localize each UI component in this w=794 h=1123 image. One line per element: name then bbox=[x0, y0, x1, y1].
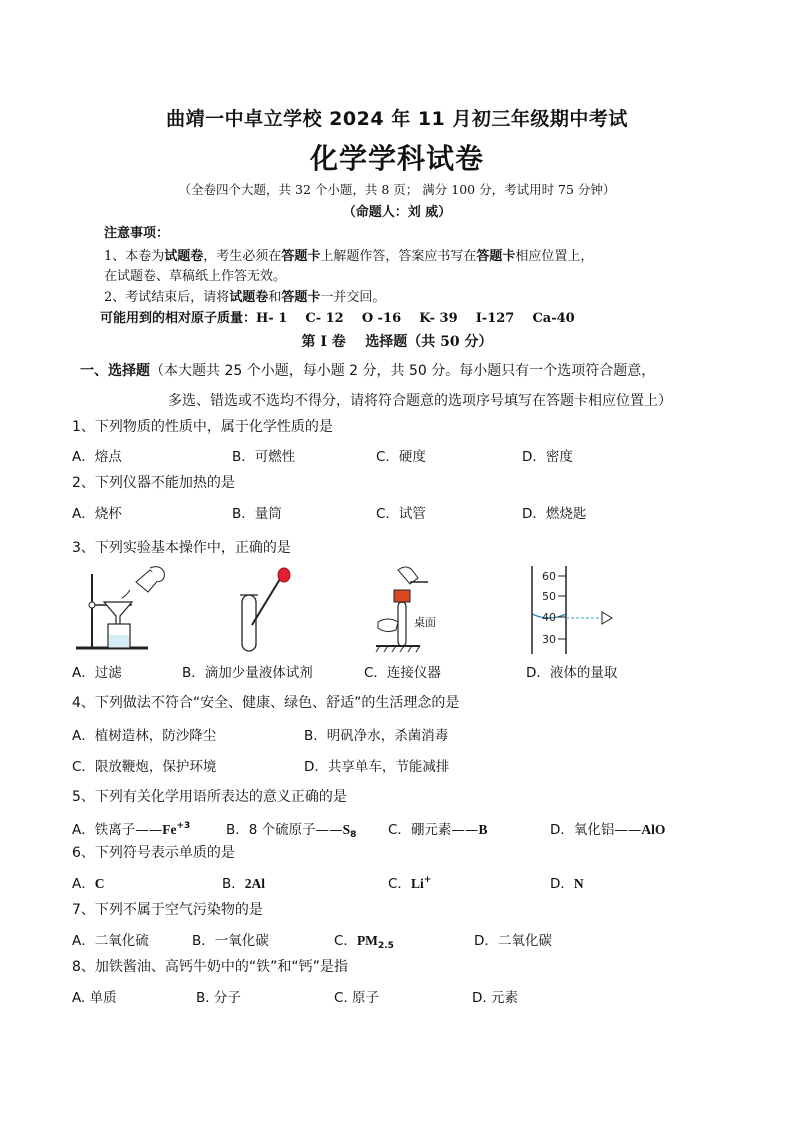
formula-superscript: +3 bbox=[176, 821, 191, 831]
q2-stem: 2、下列仪器不能加热的是 bbox=[72, 475, 235, 491]
note-emphasis: 试题卷 bbox=[229, 290, 269, 305]
note-item-1 bbox=[104, 245, 593, 264]
option-text: D． bbox=[550, 876, 574, 892]
cylinder-tick: 60 bbox=[542, 570, 556, 583]
atomic-masses: 可能用到的相对原子质量：H- 1 C- 12 O -16 K- 39 I-127 Ca-40 bbox=[100, 311, 575, 326]
q4-option-d[interactable]: D．共享单车，节能减排 bbox=[304, 759, 450, 775]
q3-option-a[interactable]: A．过滤 bbox=[72, 665, 122, 681]
q2-option-c[interactable]: C．试管 bbox=[376, 506, 426, 522]
q7-option-c[interactable] bbox=[334, 929, 394, 951]
option-text: B．8 个硫原子—— bbox=[226, 822, 343, 838]
subject-title: 化学学科试卷 bbox=[309, 142, 484, 175]
note-emphasis: 试题卷 bbox=[164, 249, 204, 264]
table-label: 桌面 bbox=[414, 616, 436, 629]
q8-option-d[interactable]: D. 元素 bbox=[472, 990, 518, 1006]
section-intro-text: （本大题共 25 个小题，每小题 2 分，共 50 分。每小题只有一个选项符合题意， bbox=[150, 363, 656, 379]
q7-option-b[interactable]: B．一氧化碳 bbox=[192, 933, 269, 949]
note-emphasis: 答题卡 bbox=[476, 249, 516, 264]
section-label: 一、选择题 bbox=[80, 363, 150, 379]
note-text: 相应位置上， bbox=[515, 249, 594, 264]
note-text: 1、本卷为 bbox=[104, 249, 165, 264]
note-text: ，考生必须在 bbox=[203, 249, 282, 264]
dropper-figure bbox=[232, 565, 302, 655]
note-text: 2、考试结束后，请将 bbox=[104, 290, 230, 305]
connect-figure bbox=[372, 562, 452, 657]
note-emphasis: 答题卡 bbox=[281, 290, 321, 305]
q3-option-d[interactable]: D．液体的量取 bbox=[526, 665, 618, 681]
formula-subscript: 8 bbox=[350, 830, 357, 840]
q6-option-c[interactable] bbox=[388, 872, 431, 892]
q3-stem: 3、下列实验基本操作中，正确的是 bbox=[72, 540, 291, 556]
q4-stem: 4、下列做法不符合“安全、健康、绿色、舒适”的生活理念的是 bbox=[72, 695, 460, 711]
q6-option-a[interactable] bbox=[72, 872, 105, 892]
q1-option-a[interactable]: A．熔点 bbox=[72, 449, 122, 465]
notes-title: 注意事项： bbox=[104, 226, 170, 241]
author: （命题人：刘 威） bbox=[342, 205, 452, 220]
q5-option-b[interactable] bbox=[226, 818, 356, 840]
q4-option-a[interactable]: A．植树造林，防沙降尘 bbox=[72, 728, 217, 744]
formula-subscript: 2.5 bbox=[377, 941, 394, 951]
q8-option-b[interactable]: B. 分子 bbox=[196, 990, 241, 1006]
formula: S bbox=[342, 822, 351, 837]
formula: 2Al bbox=[244, 876, 266, 891]
cylinder-tick: 30 bbox=[542, 633, 556, 646]
q6-stem: 6、下列符号表示单质的是 bbox=[72, 845, 235, 861]
eye-icon bbox=[602, 612, 612, 624]
formula: N bbox=[573, 876, 584, 891]
option-text: A． bbox=[72, 876, 95, 892]
formula: AlO bbox=[641, 822, 666, 837]
q5-stem: 5、下列有关化学用语所表达的意义正确的是 bbox=[72, 789, 347, 805]
option-text: C． bbox=[334, 933, 357, 949]
q8-stem: 8、加铁酱油、高钙牛奶中的“铁”和“钙”是指 bbox=[72, 959, 348, 975]
option-text: C． bbox=[388, 876, 411, 892]
school-title: 曲靖一中卓立学校 2024 年 11 月初三年级期中考试 bbox=[166, 108, 628, 130]
q4-option-b[interactable]: B．明矾净水，杀菌消毒 bbox=[304, 728, 449, 744]
exam-info: （全卷四个大题，共 32 个小题，共 8 页； 满分 100 分，考试用时 75 分钟） bbox=[178, 182, 616, 197]
formula: Li bbox=[410, 876, 424, 891]
q1-option-c[interactable]: C．硬度 bbox=[376, 449, 426, 465]
q8-option-a[interactable]: A. 单质 bbox=[72, 990, 117, 1006]
formula: Fe bbox=[162, 822, 177, 837]
section-intro-line2: 多选、错选或不选均不得分，请将符合题意的选项序号填写在答题卡相应位置上） bbox=[168, 393, 672, 409]
q4-option-c[interactable]: C．限放鞭炮，保护环境 bbox=[72, 759, 217, 775]
note-item-1-line2: 在试题卷、草稿纸上作答无效。 bbox=[104, 269, 287, 284]
note-text: 上解题作答，答案应书写在 bbox=[320, 249, 477, 264]
formula-superscript: + bbox=[423, 875, 432, 885]
q2-option-a[interactable]: A．烧杯 bbox=[72, 506, 122, 522]
formula: C bbox=[94, 876, 105, 891]
q1-option-b[interactable]: B．可燃性 bbox=[232, 449, 296, 465]
option-text: A．铁离子—— bbox=[72, 822, 163, 838]
cylinder-tick: 50 bbox=[542, 590, 556, 603]
note-emphasis: 答题卡 bbox=[281, 249, 321, 264]
note-text: 和 bbox=[268, 290, 282, 305]
q7-option-a[interactable]: A．二氧化硫 bbox=[72, 933, 149, 949]
q6-option-b[interactable] bbox=[222, 872, 265, 892]
filtration-figure bbox=[70, 560, 180, 655]
q2-option-b[interactable]: B．量筒 bbox=[232, 506, 282, 522]
q5-option-c[interactable] bbox=[388, 818, 487, 838]
q7-option-d[interactable]: D．二氧化碳 bbox=[474, 933, 552, 949]
cylinder-tick: 40 bbox=[542, 611, 556, 624]
q3-option-c[interactable]: C．连接仪器 bbox=[364, 665, 441, 681]
q5-option-a[interactable] bbox=[72, 818, 190, 838]
option-text: C．硼元素—— bbox=[388, 822, 479, 838]
q1-option-d[interactable]: D．密度 bbox=[522, 449, 573, 465]
formula: B bbox=[478, 822, 488, 837]
q8-option-c[interactable]: C. 原子 bbox=[334, 990, 380, 1006]
q5-option-d[interactable] bbox=[550, 818, 665, 838]
q7-stem: 7、下列不属于空气污染物的是 bbox=[72, 902, 263, 918]
formula: PM bbox=[356, 933, 378, 948]
note-text: 一并交回。 bbox=[320, 290, 386, 305]
cylinder-figure bbox=[522, 562, 622, 657]
q2-option-d[interactable]: D．燃烧匙 bbox=[522, 506, 587, 522]
option-text: B． bbox=[222, 876, 245, 892]
section-intro bbox=[80, 360, 655, 380]
q1-stem: 1、下列物质的性质中，属于化学性质的是 bbox=[72, 419, 333, 435]
section-title: 第 I 卷 选择题（共 50 分） bbox=[301, 334, 493, 350]
note-item-2 bbox=[104, 286, 385, 305]
q3-option-b[interactable]: B．滴加少量液体试剂 bbox=[182, 665, 313, 681]
option-text: D．氧化铝—— bbox=[550, 822, 642, 838]
q6-option-d[interactable] bbox=[550, 872, 584, 892]
